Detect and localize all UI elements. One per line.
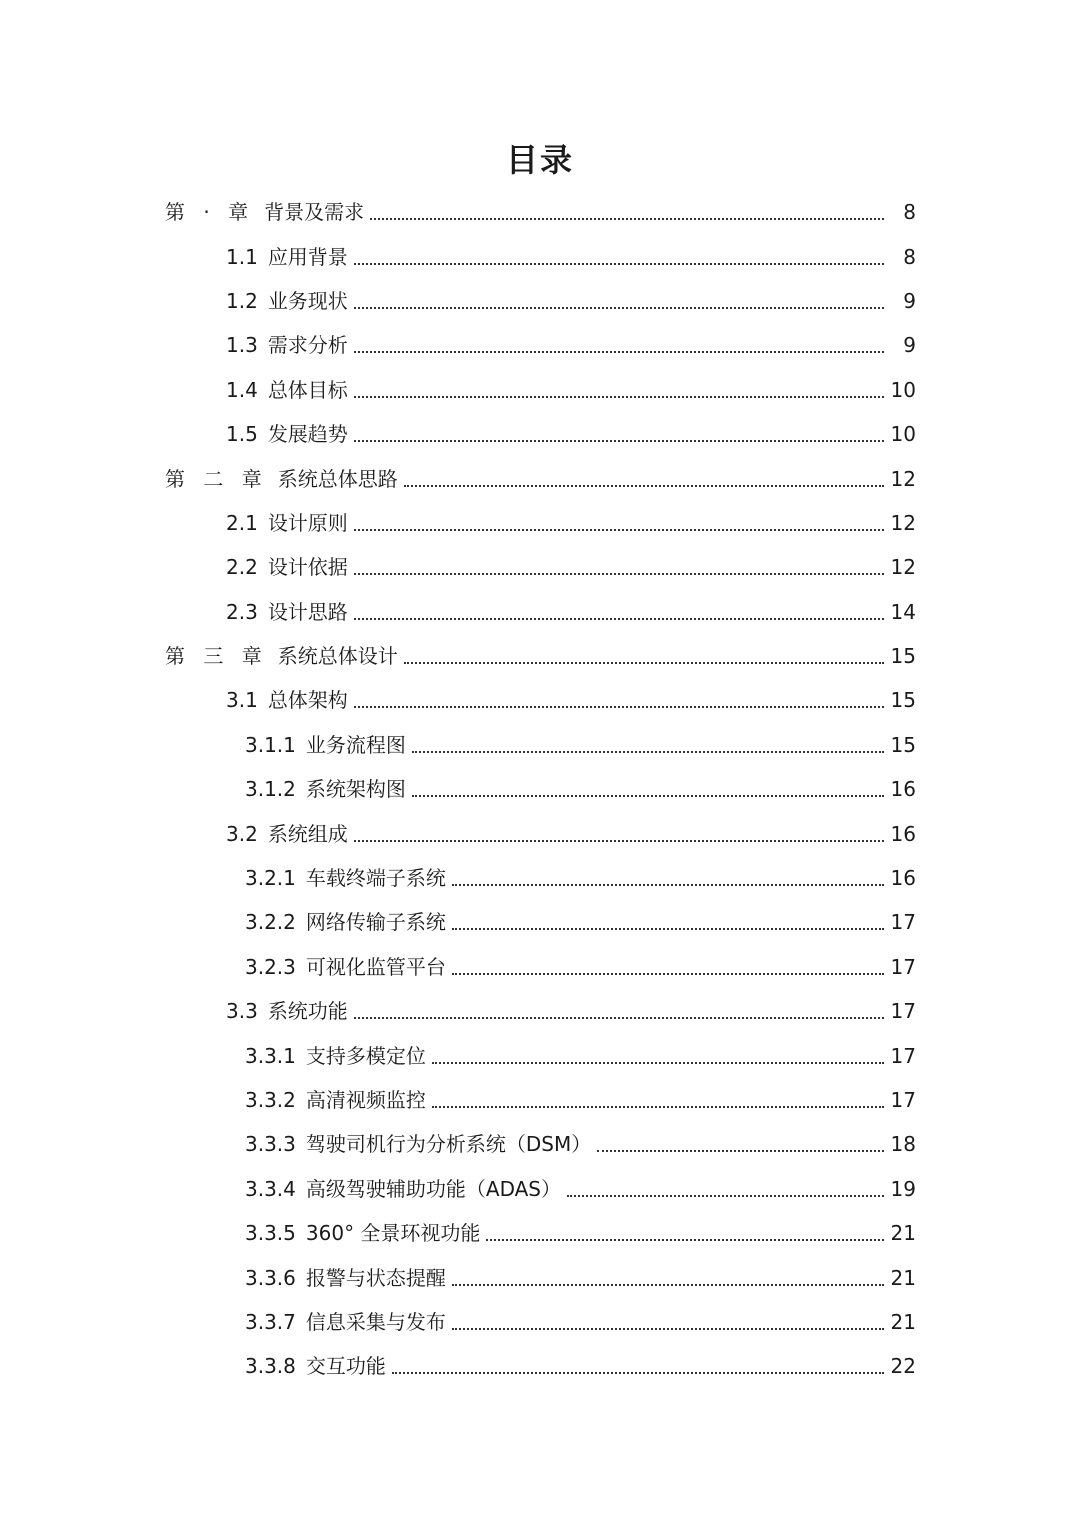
toc-entry-title: 背景及需求 (264, 200, 365, 225)
dot-leader (452, 884, 884, 886)
toc-entry-number: 2.1 (226, 510, 258, 535)
dot-leader (452, 928, 884, 930)
toc-entry-title: 系统架构图 (305, 777, 406, 802)
dot-leader (354, 706, 884, 708)
toc-entry[interactable] (0, 811, 1080, 855)
toc-entry-number: 1.4 (226, 377, 258, 402)
toc-entry-page-number: 18 (890, 1132, 916, 1157)
toc-list (0, 190, 1080, 1389)
toc-entry-number: 3.3.7 (245, 1309, 296, 1334)
toc-entry-number: 3.2.3 (245, 954, 296, 979)
toc-entry[interactable] (0, 634, 1080, 678)
dot-leader (354, 351, 884, 353)
toc-entry-page-number: 17 (890, 1043, 916, 1068)
toc-entry-title: 设计原则 (267, 510, 348, 535)
toc-entry-page-number: 10 (890, 422, 916, 447)
toc-entry-page-number: 12 (890, 466, 916, 491)
dot-leader (452, 1328, 884, 1330)
dot-leader (452, 1284, 884, 1286)
toc-entry-title: 车载终端子系统 (305, 866, 446, 891)
toc-entry-title: 业务现状 (267, 288, 348, 313)
toc-entry-title: 总体目标 (267, 377, 348, 402)
toc-entry-page-number: 16 (890, 777, 916, 802)
toc-entry-number: 3.1.1 (245, 732, 296, 757)
toc-entry-number: 3.3.1 (245, 1043, 296, 1068)
toc-entry-number: 3.3.3 (245, 1132, 296, 1157)
toc-entry-number: 3.2.2 (245, 910, 296, 935)
toc-entry[interactable] (0, 590, 1080, 634)
toc-entry-page-number: 16 (890, 866, 916, 891)
toc-entry[interactable] (0, 190, 1080, 234)
toc-entry-page-number: 9 (903, 333, 916, 358)
dot-leader (370, 218, 884, 220)
dot-leader (432, 1106, 884, 1108)
toc-entry-title: 交互功能 (305, 1354, 386, 1379)
toc-entry-number: 2.3 (226, 599, 258, 624)
toc-entry-title: 报警与状态提醒 (305, 1265, 446, 1290)
toc-entry-title: 网络传输子系统 (305, 910, 446, 935)
toc-entry-number: 3.3.5 (245, 1221, 296, 1246)
toc-entry-number: 第 三 章 (165, 644, 268, 669)
toc-entry-number: 3.1.2 (245, 777, 296, 802)
dot-leader (412, 751, 884, 753)
toc-entry-page-number: 17 (890, 954, 916, 979)
dot-leader (432, 1062, 884, 1064)
toc-entry[interactable] (0, 989, 1080, 1033)
toc-entry[interactable] (0, 856, 1080, 900)
toc-entry[interactable] (0, 323, 1080, 367)
toc-entry-page-number: 12 (890, 510, 916, 535)
toc-entry-page-number: 21 (890, 1221, 916, 1246)
toc-entry[interactable] (0, 456, 1080, 500)
toc-entry-title: 需求分析 (267, 333, 348, 358)
toc-entry-title: 360° 全景环视功能 (305, 1221, 481, 1246)
toc-entry-title: 支持多模定位 (305, 1043, 426, 1068)
toc-entry-page-number: 15 (890, 732, 916, 757)
toc-entry-number: 1.2 (226, 288, 258, 313)
toc-entry-title: 驾驶司机行为分析系统（DSM） (305, 1132, 592, 1157)
toc-entry-title: 高级驾驶辅助功能（ADAS） (305, 1176, 561, 1201)
toc-entry[interactable] (0, 1167, 1080, 1211)
dot-leader (354, 440, 884, 442)
toc-entry[interactable] (0, 1122, 1080, 1166)
toc-entry-page-number: 16 (890, 821, 916, 846)
toc-entry-page-number: 21 (890, 1309, 916, 1334)
toc-entry-title: 高清视频监控 (305, 1088, 426, 1112)
toc-entry[interactable] (0, 767, 1080, 811)
toc-entry-page-number: 21 (890, 1265, 916, 1290)
toc-entry[interactable] (0, 279, 1080, 323)
toc-entry-number: 3.3.2 (245, 1088, 296, 1112)
dot-leader (354, 840, 884, 842)
toc-entry[interactable] (0, 1078, 1080, 1122)
toc-entry-number: 1.1 (226, 244, 258, 269)
toc-entry-title: 信息采集与发布 (305, 1309, 446, 1334)
toc-entry-number: 3.3.4 (245, 1176, 296, 1201)
dot-leader (354, 307, 884, 309)
toc-entry[interactable] (0, 501, 1080, 545)
toc-entry-page-number: 14 (890, 599, 916, 624)
toc-entry-page-number: 15 (890, 644, 916, 669)
dot-leader (354, 618, 884, 620)
toc-entry[interactable] (0, 1033, 1080, 1077)
dot-leader (354, 396, 884, 398)
toc-entry-page-number: 15 (890, 688, 916, 713)
toc-entry-title: 系统组成 (267, 821, 348, 846)
toc-entry-title: 可视化监管平台 (305, 954, 446, 979)
toc-entry-page-number: 9 (903, 288, 916, 313)
dot-leader (452, 973, 884, 975)
toc-entry-number: 3.2.1 (245, 866, 296, 891)
toc-entry-number: 3.3 (226, 999, 258, 1024)
dot-leader (597, 1150, 884, 1152)
dot-leader (354, 1017, 884, 1019)
toc-entry-number: 1.5 (226, 422, 258, 447)
toc-entry[interactable] (0, 412, 1080, 456)
toc-entry-title: 设计思路 (267, 599, 348, 624)
toc-entry-number: 第 · 章 (165, 200, 255, 225)
toc-entry-title: 发展趋势 (267, 422, 348, 447)
toc-entry-page-number: 22 (890, 1354, 916, 1379)
toc-entry-page-number: 10 (890, 377, 916, 402)
toc-entry-title: 业务流程图 (305, 732, 406, 757)
toc-entry-number: 2.2 (226, 555, 258, 580)
toc-entry[interactable] (0, 1255, 1080, 1299)
toc-entry[interactable] (0, 900, 1080, 944)
toc-entry[interactable] (0, 545, 1080, 589)
toc-entry-page-number: 8 (903, 200, 916, 225)
dot-leader (404, 485, 884, 487)
toc-entry[interactable] (0, 1344, 1080, 1388)
toc-entry-page-number: 17 (890, 910, 916, 935)
toc-entry-title: 应用背景 (267, 244, 348, 269)
toc-entry[interactable] (0, 1300, 1080, 1344)
toc-entry[interactable] (0, 945, 1080, 989)
dot-leader (486, 1239, 884, 1241)
toc-entry-page-number: 17 (890, 999, 916, 1024)
toc-entry-title: 总体架构 (267, 688, 348, 713)
toc-entry-title: 系统总体思路 (277, 466, 398, 491)
toc-title: 目录 (505, 141, 574, 179)
toc-entry[interactable] (0, 234, 1080, 278)
dot-leader (354, 573, 884, 575)
toc-entry[interactable] (0, 678, 1080, 722)
dot-leader (567, 1195, 884, 1197)
toc-entry-title: 设计依据 (267, 555, 348, 580)
toc-entry-number: 3.2 (226, 821, 258, 846)
dot-leader (404, 662, 884, 664)
dot-leader (354, 263, 884, 265)
toc-entry[interactable] (0, 723, 1080, 767)
dot-leader (354, 529, 884, 531)
toc-entry-number: 3.3.8 (245, 1354, 296, 1379)
toc-entry[interactable] (0, 368, 1080, 412)
toc-entry-number: 3.3.6 (245, 1265, 296, 1290)
toc-entry[interactable] (0, 1211, 1080, 1255)
toc-entry-page-number: 8 (903, 244, 916, 269)
dot-leader (412, 795, 884, 797)
toc-entry-number: 1.3 (226, 333, 258, 358)
toc-entry-page-number: 12 (890, 555, 916, 580)
toc-entry-number: 第 二 章 (165, 466, 268, 491)
toc-entry-page-number: 19 (890, 1176, 916, 1201)
dot-leader (392, 1372, 884, 1374)
toc-entry-title: 系统总体设计 (277, 644, 398, 669)
toc-entry-page-number: 17 (890, 1088, 916, 1112)
toc-entry-number: 3.1 (226, 688, 258, 713)
toc-entry-title: 系统功能 (267, 999, 348, 1024)
